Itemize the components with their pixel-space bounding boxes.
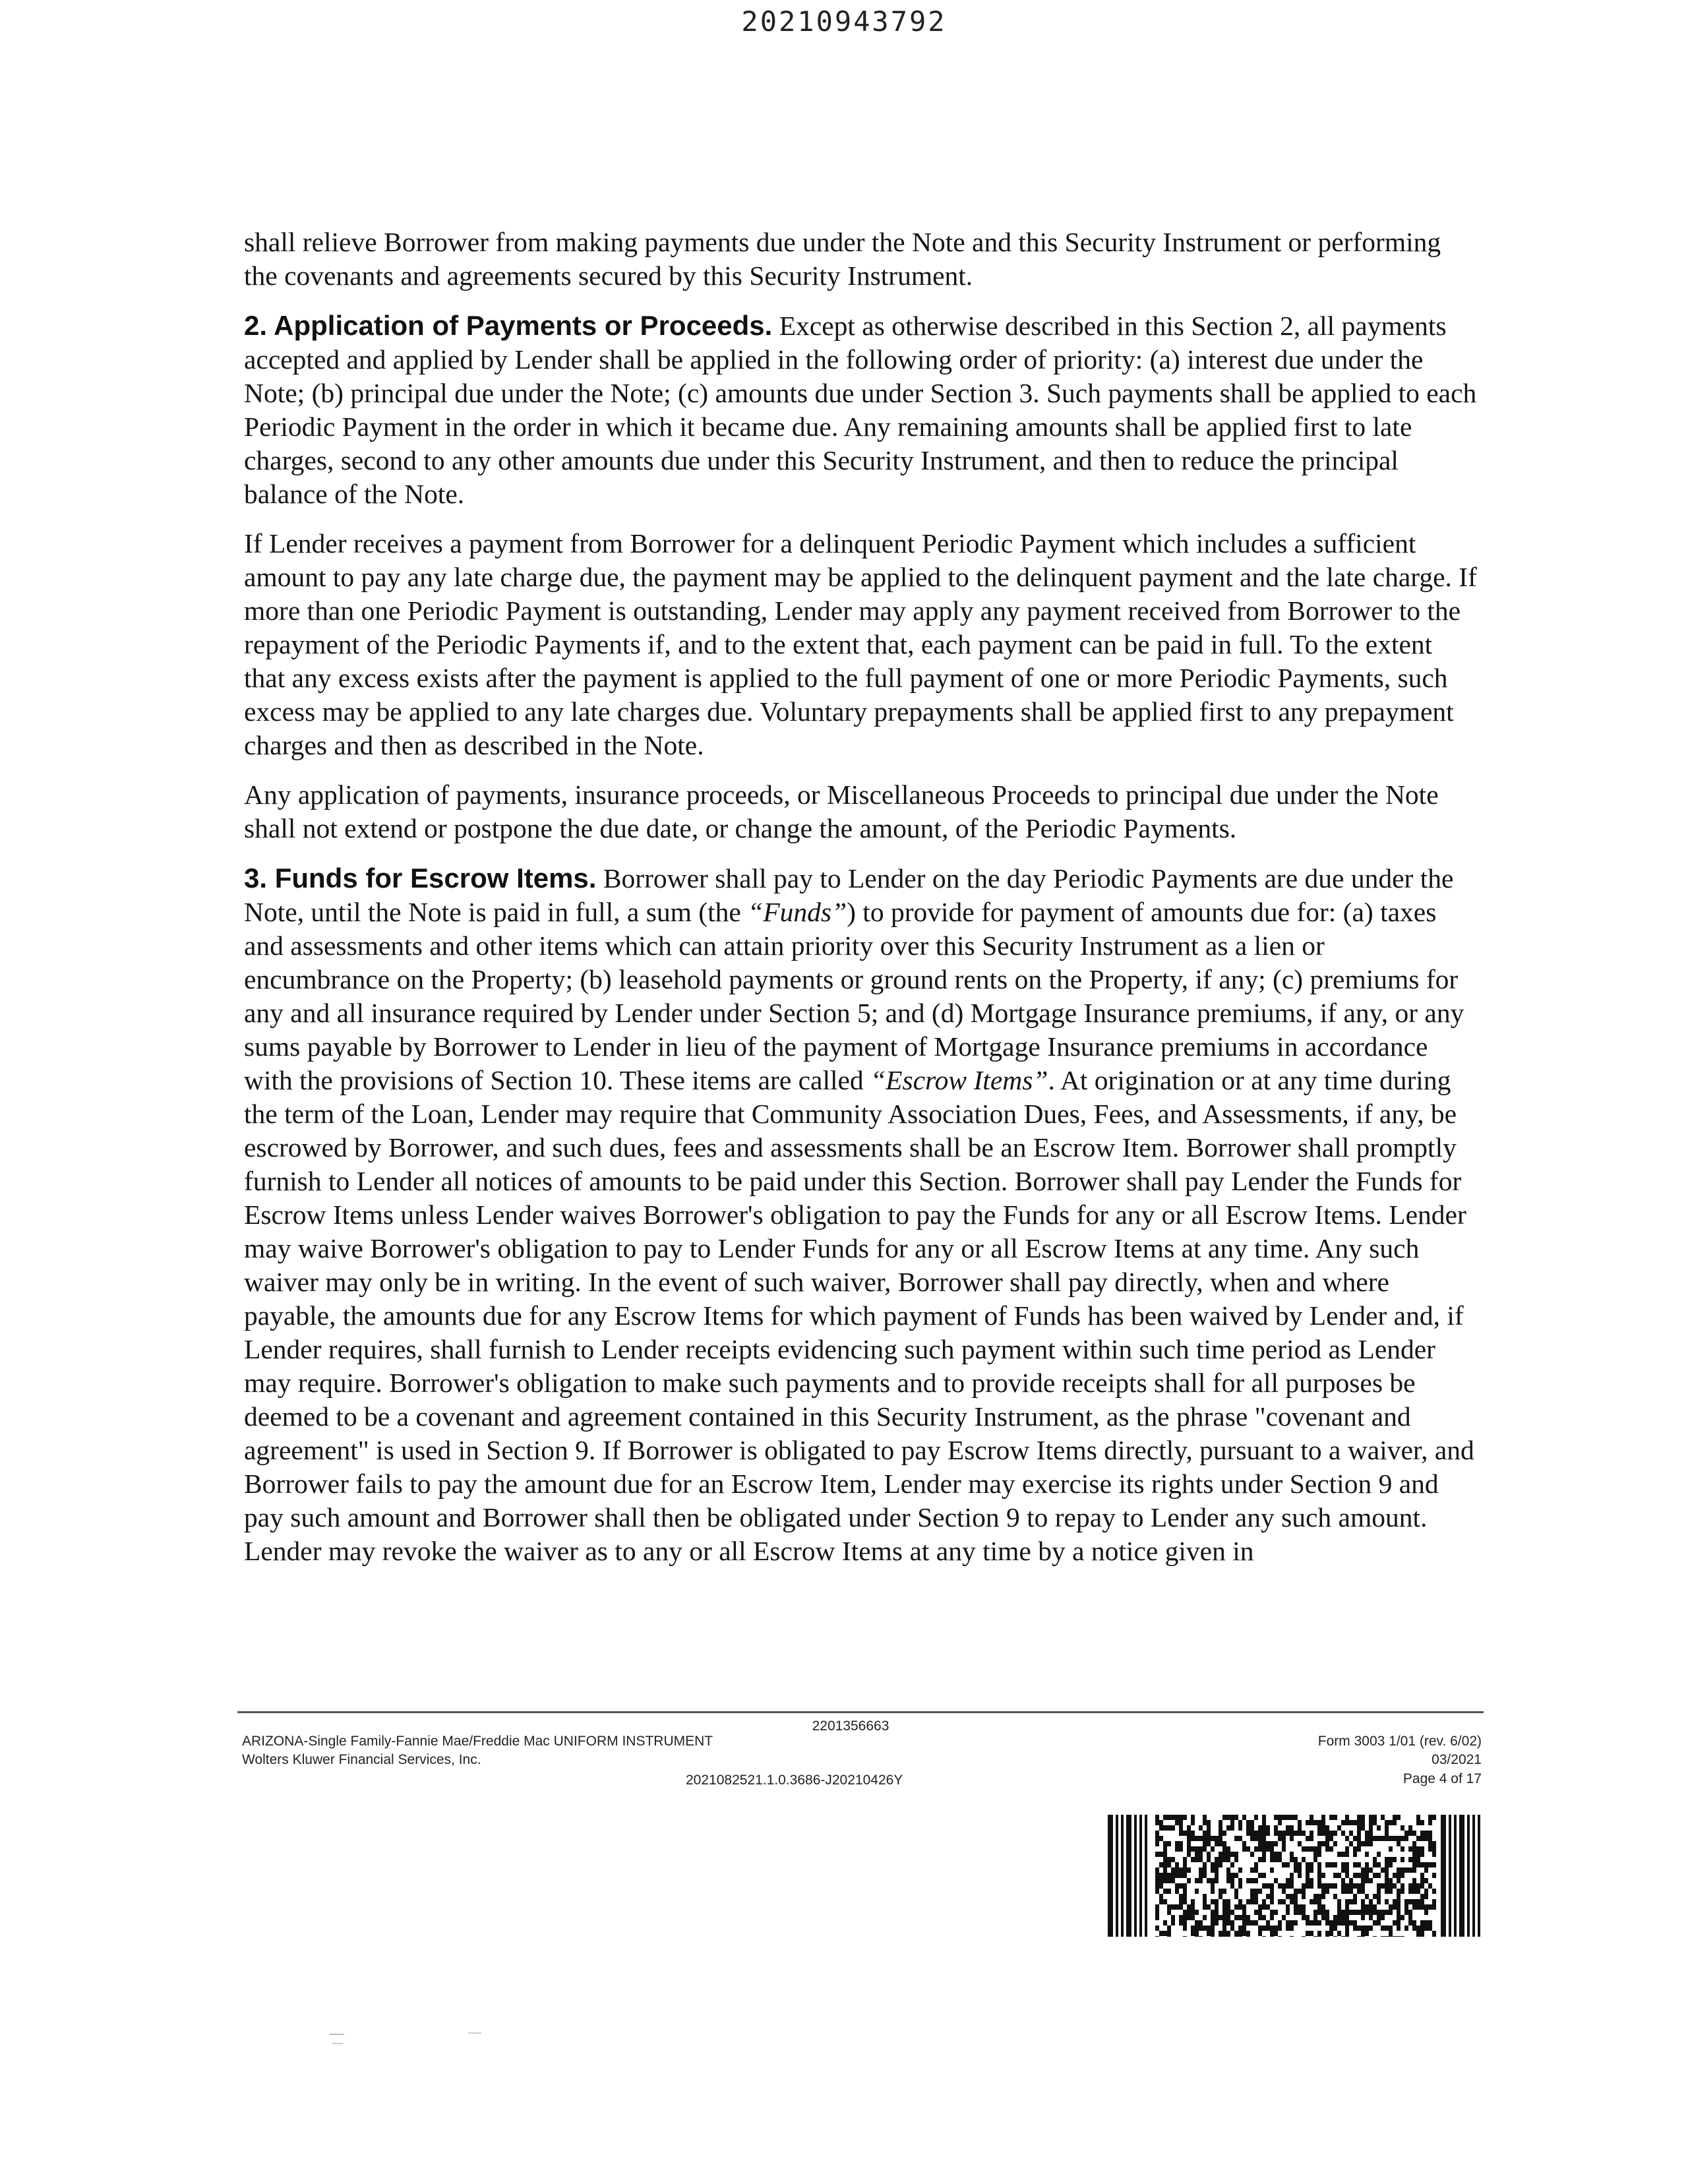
section-3-heading: 3. Funds for Escrow Items. [244,863,597,894]
scan-speckle [330,2031,495,2051]
form-date: 03/2021 [1432,1752,1482,1767]
section-2-paragraph-2: If Lender receives a payment from Borrower for a delinquent Periodic Payment which includes a sufficient amount to pay any late charge due, the payment may be applied to the delinquent payment and the late charge. If more than one Periodic Payment is outstanding, Lender may apply any payment received from Borrower to the repayment of the Periodic Payments if, and to the extent that, each payment can be paid in full. To the extent that any excess exists after the payment is applied to the full payment of one or more Periodic Payments, such excess may be applied to any late charges due. Voluntary prepayments shall be applied first to any prepayment charges and then as described in the Note. [244,528,1477,760]
barcode-image [1108,1815,1480,1937]
section-2-paragraph-1 [244,309,1477,511]
document-id: 2021082521.1.0.3686-J20210426Y [686,1773,903,1788]
document-body [244,226,1477,1584]
form-number: Form 3003 1/01 (rev. 6/02) [1317,1734,1482,1749]
instrument-title: ARIZONA-Single Family-Fannie Mae/Freddie Mac UNIFORM INSTRUMENT [242,1734,713,1749]
intro-paragraph: shall relieve Borrower from making payments due under the Note and this Security Instrument or performing the covenants and agreements secured by this Security Instrument. [244,227,1441,291]
publisher: Wolters Kluwer Financial Services, Inc. [242,1752,481,1767]
escrow-items-term: “Escrow Items” [870,1065,1048,1095]
section-2-heading: 2. Application of Payments or Proceeds. [244,310,773,341]
section-3-text-c: . At origination or at any time during the term of the Loan, Lender may require that Community Association Dues, Fees, and Assessments, if any, be escrowed by Borrower, and such dues, fees and assessments shall be an Escrow Item. Borrower shall promptly furnish to Lender all notices of amounts to be paid under this Section. Borrower shall pay Lender the Funds for Escrow Items unless Lender waives Borrower's obligation to pay the Funds for any or all Escrow Items. Lender may waive Borrower's obligation to pay to Lender Funds for any or all Escrow Items at any time. Any such waiver may only be in writing. In the event of such waiver, Borrower shall pay directly, when and where payable, the amounts due for any Escrow Items for which payment of Funds has been waived by Lender and, if Lender requires, shall furnish to Lender receipts evidencing such payment within such time period as Lender may require. Borrower's obligation to make such payments and to provide receipts shall for all purposes be deemed to be a covenant and agreement contained in this Security Instrument, as the phrase "covenant and agreement" is used in Section 9. If Borrower is obligated to pay Escrow Items directly, pursuant to a waiver, and Borrower fails to pay the amount due for an Escrow Item, Lender may exercise its rights under Section 9 and pay such amount and Borrower shall then be obligated under Section 9 to repay to Lender any such amount. Lender may revoke the waiver as to any or all Escrow Items at any time by a notice given in [244,1065,1474,1566]
section-2-text: Except as otherwise described in this Section 2, all payments accepted and applied by Lender shall be applied in the following order of priority: (a) interest due under the Note; (b) principal due under the Note; (c) amounts due under Section 3. Such payments shall be applied to each Periodic Payment in the order in which it became due. Any remaining amounts shall be applied first to late charges, second to any other amounts due under this Security Instrument, and then to reduce the principal balance of the Note. [244,311,1477,509]
section-3-text-a: Borrower shall pay to Lender on the day Periodic Payments are due under the Note, until the Note is paid in full, a sum (the [244,863,1454,927]
page-number: Page 4 of 17 [1402,1771,1482,1786]
recording-number: 20210943792 [741,5,947,38]
funds-term: “Funds” [748,897,847,927]
section-2-paragraph-3: Any application of payments, insurance proceeds, or Miscellaneous Proceeds to principal due under the Note shall not extend or postpone the due date, or change the amount, of the Periodic Payments. [244,779,1439,843]
footer-divider [237,1711,1484,1713]
section-3-text-b: ) to provide for payment of amounts due for: (a) taxes and assessments and other items which can attain priority over this Security Instrument as a lien or encumbrance on the Property; (b) leasehold payments or ground rents on the Property, if any; (c) premiums for any and all insurance required by Lender under Section 5; and (d) Mortgage Insurance premiums, if any, or any sums payable by Borrower to Lender in lieu of the payment of Mortgage Insurance premiums in accordance with the provisions of Section 10. These items are called [244,897,1464,1095]
section-3-paragraph [244,861,1477,1568]
loan-number: 2201356663 [812,1718,889,1734]
